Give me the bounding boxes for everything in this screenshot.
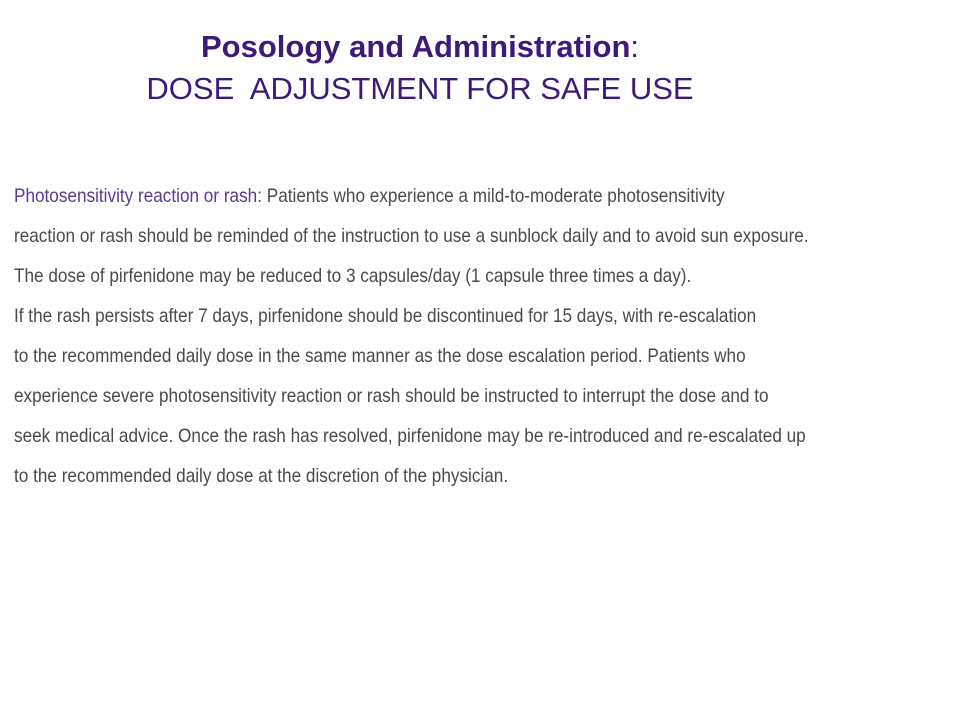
title-subtitle: DOSE ADJUSTMENT FOR SAFE USE [146,71,694,106]
slide-title [0,26,840,110]
body-line-2: reaction or rash should be reminded of the instruction to use a sunblock daily and to avoid sun exposure. [14,225,809,247]
body-line-7: seek medical advice. Once the rash has resolved, pirfenidone may be re-introduced and re-escalated up [14,425,806,447]
lead-term: Photosensitivity reaction or rash: [14,185,262,207]
body-line-text: Patients who experience a mild-to-moderate photosensitivity [261,185,725,207]
body-line-6: experience severe photosensitivity reaction or rash should be instructed to interrupt the dose and to [14,385,769,407]
body-line-3: The dose of pirfenidone may be reduced to 3 capsules/day (1 capsule three times a day). [14,265,692,287]
body-line-1 [14,176,832,216]
title-bold-text: Posology and Administration [200,29,631,64]
body-paragraph [14,176,832,496]
body-line-5: to the recommended daily dose in the same manner as the dose escalation period. Patients who [14,345,746,367]
body-line-8: to the recommended daily dose at the discretion of the physician. [14,465,509,487]
title-colon: : [630,29,640,64]
title-heading [0,26,840,68]
body-line-4: If the rash persists after 7 days, pirfenidone should be discontinued for 15 days, with re-escalation [14,305,757,327]
